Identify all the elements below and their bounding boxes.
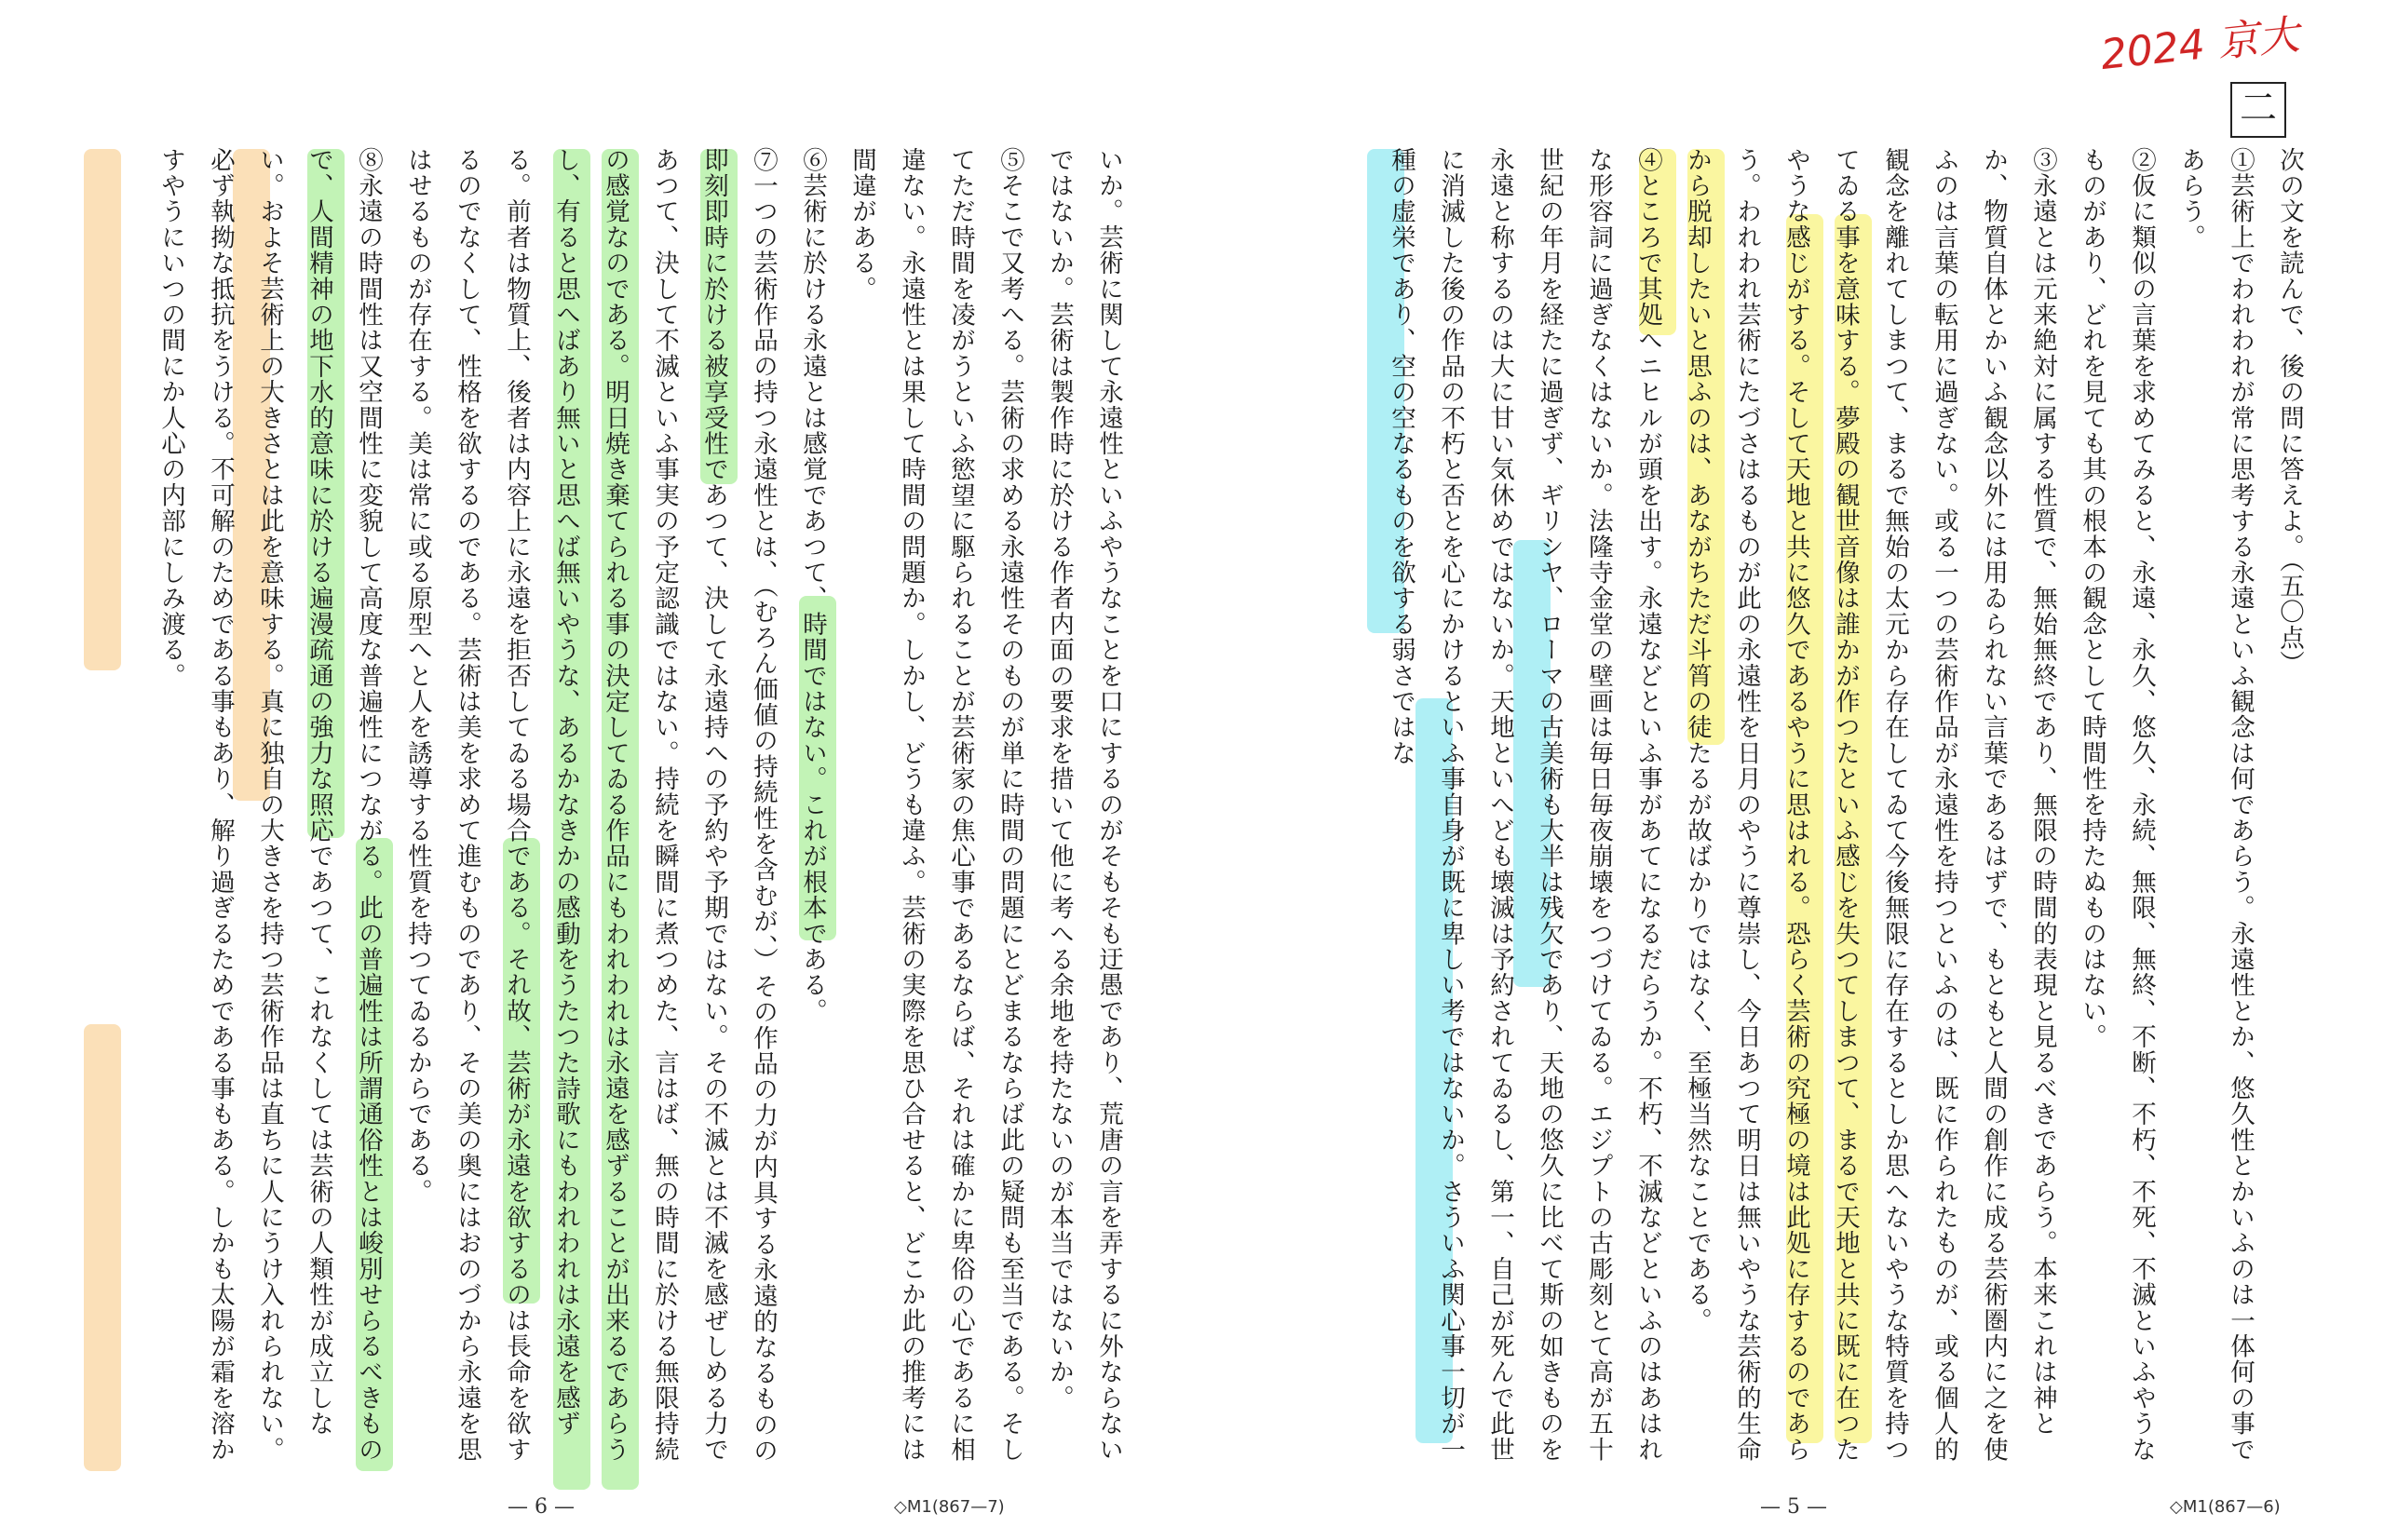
paragraph-6: ⑥芸術に於ける永遠とは感覚であつて、時間ではない。これが根本である。 <box>798 147 827 1024</box>
paragraph-2: ②仮に類似の言葉を求めてみると、永遠、永久、悠久、永続、無限、無終、不断、不朽、不死、不滅といふやうなものがあり、どれを見ても其の根本の観念として時間性を持たぬものはない。 <box>2078 147 2156 1463</box>
instruction-text: 次の文を読んで、後の問に答えよ。（五〇点） <box>2275 147 2304 677</box>
right-page <box>1192 0 2384 1540</box>
paragraph-7: ⑦一つの芸術作品の持つ永遠性とは、（むろん価値の持続性を含むが、）その作品の力が内具する永遠的なるものの即刻即時に於ける被享受性であつて、決して永遠持への予約や予期ではない。その不滅とは不滅を感ぜしめる力であつて、決して不滅といふ事実の予定認識ではない。持続を瞬間に煮つめた、言はば、無の時間に於ける無限持続の感覚なのである。明日焼き棄てられる事の決定してゐる作品にもわれわれは永遠を感ずることが出来るであらうし、有ると思へばあり無いと思へば無いやうな、あるかなきかの感動をうたつた詩歌にもわれわれは永遠を感ずる。前者は物質上、後者は内容上に永遠を拒否してゐる場合である。それ故、芸術が永遠を欲するのは長命を欲するのでなくして、性格を欲するのである。芸術は美を求めて進むものであり、その美の奥にはおのづから永遠を思はせるものが存在する。美は常に或る原型へと人を誘導する性質を持つてゐるからである。 <box>403 147 778 1464</box>
paragraph-4: ④ところで其処へニヒルが頭を出す。永遠などといふ事があてになるだらうか。不朽、不滅などといふのはあはれな形容詞に過ぎなくはないか。法隆寺金堂の壁画は毎日毎夜崩壊をつづけてゐる。エジプトの古彫刻とて高が五十世紀の年月を経たに過ぎず、ギリシヤ、ローマの古美術も大半は残欠であり、天地の悠久に比べて斯の如きものを永遠と称するのは大に甘い気休めではないか。天地といへども壊滅は予約されてゐるし、第一、自己が死んで此世に消滅した後の作品の不朽と否とを心にかけるといふ事自身が既に卑しい考ではないか。さういふ関心事一切が一種の虚栄であり、空の空なるものを欲する弱さではな <box>1387 147 1662 1463</box>
handwritten-note: 2024 京大 <box>2098 10 2302 80</box>
right-page-body <box>1313 147 2314 1469</box>
left-page-body <box>76 147 1133 1469</box>
paragraph-3: ③永遠とは元来絶対に属する性質で、無始無終であり、無限の時間的表現と見るべきであらう。本来これは神とか、物質自体とかいふ観念以外には用ゐられない言葉であるはずで、もともと人間の創作に成る芸術圏内に之を使ふのは言葉の転用に過ぎない。或る一つの芸術作品が永遠性を持つといふのは、既に作られたものが、或る個人的観念を離れてしまつて、まるで無始の太元から存在してゐて今後無限に存在するとしか思へないやうな特質を持つてゐる事を意味する。夢殿の観世音像は誰かが作つたといふ感じを失つてしまつて、まるで天地と共に既に在つたやうな感じがする。そして天地と共に悠久であるやうに思はれる。恐らく芸術の究極の境は此処に存するのであらう。われわれ芸術にたづさはるものが此の永遠性を日月のやうに尊崇し、今日あつて明日は無いやうな芸術的生命から脱却したいと思ふのは、あながちただ斗筲の徒たるが故ばかりではなく、至極当然なことである。 <box>1683 147 2057 1463</box>
question-number-box: 二 <box>2230 82 2286 138</box>
exam-code: ◇M1(867—6) <box>2170 1497 2281 1517</box>
paragraph-4-continued: いか。芸術に関して永遠性といふやうなことを口にするのがそもそも迂愚であり、荒唐の言を弄するに外ならないではないか。芸術は製作時に於ける作者内面の要求を措いて他に考へる余地を持たないのが本当ではないか。 <box>1045 147 1123 1463</box>
page-number: — 6 — <box>508 1495 575 1519</box>
exam-code: ◇M1(867—7) <box>894 1497 1005 1517</box>
paragraph-5: ⑤そこで又考へる。芸術の求める永遠性そのものが単に時間の問題にとどまるならば此の疑問も至当である。そしてただ時間を凌がうといふ慾望に駆られることが芸術家の焦心事であるならば、それは確かに卑俗の心であるに相違ない。永遠性とは果して時間の問題か。しかし、どうも違ふ。芸術の実際を思ひ合せると、どこか此の推考には間違がある。 <box>847 147 1024 1463</box>
page-number: — 5 — <box>1760 1495 1827 1519</box>
paragraph-8: ⑧永遠の時間性は又空間性に変貌して高度な普遍性につながる。此の普遍性は所謂通俗性とは峻別せらるべきもので、人間精神の地下水的意味に於ける遍漫疏通の強力な照応であつて、これなくしては芸術の人類性が成立しない。およそ芸術上の大きさとは此を意味する。真に独自の大きさを持つ芸術作品は直ちに人にうけ入れられない。必ず執拗な抵抗をうける。不可解のためである事もあり、解り過ぎるためである事もある。しかも太陽が霜を溶かすやうにいつの間にか人心の内部にしみ渡る。 <box>156 147 383 1463</box>
paragraph-1: ①芸術上でわれわれが常に思考する永遠といふ観念は何であらう。永遠性とか、悠久性とかいふのは一体何の事であらう。 <box>2176 147 2255 1463</box>
